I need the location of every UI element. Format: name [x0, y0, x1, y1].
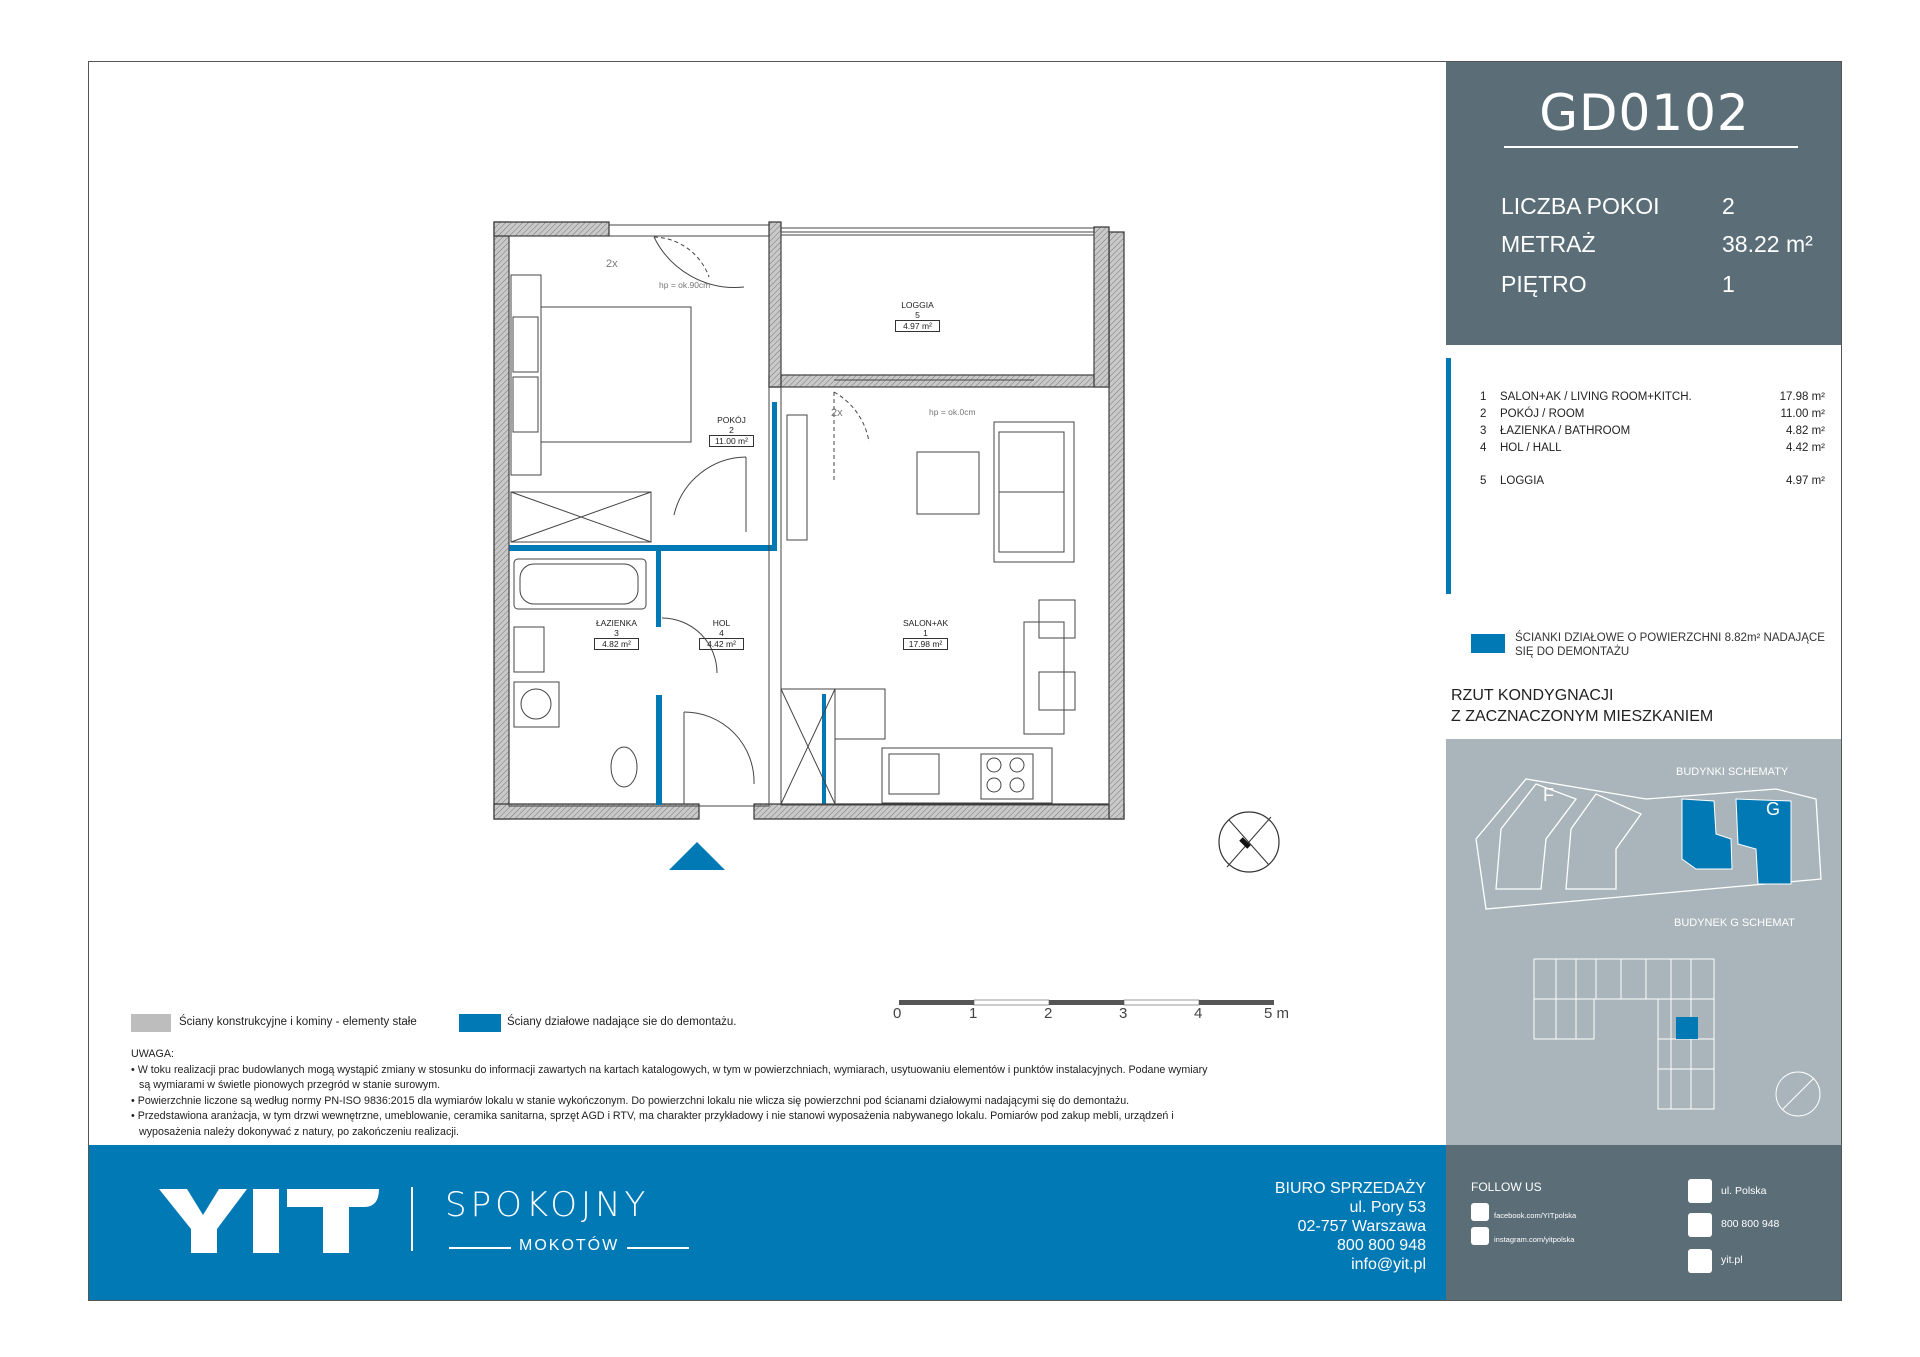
stat-value: 1 [1722, 271, 1735, 297]
note-line: • W toku realizacji prac budowlanych mogą wystąpić zmiany w stosunku do informacji zawartych na kartach katalogowych, w tym w powierzchniach, wymiarach, usytuowaniu elementów i punktów instalacyjnych. Podane wymiary [131, 1063, 1208, 1076]
structural-wall-swatch [131, 1014, 171, 1032]
scale-tick: 1 [969, 1005, 978, 1022]
floor-plan [89, 62, 1446, 1145]
notes-title: UWAGA: [131, 1048, 174, 1060]
list-item: 5 LOGGIA 4.97 m² [1480, 475, 1825, 487]
plan-label-hol: HOL 4 4.42 m² [699, 618, 744, 650]
compass-icon [1219, 812, 1279, 872]
list-item: 2 POKÓJ / ROOM 11.00 m² [1480, 408, 1825, 420]
facebook-link[interactable]: facebook.com/YITpolska [1494, 1211, 1577, 1220]
plan-2x-living: 2x [831, 407, 843, 419]
partition-wall-swatch [459, 1014, 501, 1032]
stat-value: 38.22 m² [1722, 231, 1813, 257]
room-list [1446, 358, 1842, 608]
project-district: MOKOTÓW [519, 1237, 620, 1254]
accent-bar [1446, 358, 1451, 594]
apartment-code: GD0102 [1539, 84, 1750, 142]
note-line: • Przedstawiona aranżacja, w tym drzwi wewnętrzne, umeblowanie, ceramika sanitarna, sprzęt AGD i RTV, ma charakter przykładowy i nie stanowi wyposażenia nabywanego lokalu. Pomiarów pod zakup mebli, urządzeń i [131, 1110, 1174, 1122]
logo-divider [411, 1187, 413, 1251]
notes [131, 1047, 1421, 1140]
list-item: 3 ŁAZIENKA / BATHROOM 4.82 m² [1480, 425, 1825, 437]
stat-label: LICZBA POKOI [1501, 193, 1660, 219]
heart-icon [1688, 1249, 1712, 1273]
phone-icon [1688, 1213, 1712, 1237]
plan-label-lazienka: ŁAZIENKA 3 4.82 m² [595, 618, 638, 649]
address: ul. Polska [1721, 1185, 1767, 1197]
yit-logo [159, 1189, 379, 1253]
list-item: 1 SALON+AK / LIVING ROOM+KITCH. 17.98 m² [1480, 391, 1825, 403]
catalog-sheet [88, 61, 1842, 1301]
scale-tick: 3 [1119, 1005, 1128, 1022]
stat-value: 2 [1722, 193, 1735, 219]
stat-label: METRAŻ [1501, 231, 1596, 257]
instagram-icon[interactable] [1471, 1227, 1489, 1245]
phone[interactable]: 800 800 948 [1721, 1218, 1780, 1230]
instagram-link[interactable]: instagram.com/yitpolska [1494, 1235, 1575, 1244]
note-line: są wymiarami w świetle pionowych przegród w stanie surowym. [139, 1079, 441, 1091]
apartment-summary [1446, 62, 1842, 345]
legend-partition: Ściany działowe nadające sie do demontażu. [507, 1016, 737, 1028]
building-g-letter: G [1766, 799, 1781, 819]
scale-bar [899, 1000, 1274, 1005]
building-f-letter: F [1543, 785, 1554, 805]
email-link[interactable]: info@yit.pl [1351, 1256, 1426, 1273]
partition-note: ŚCIANKI DZIAŁOWE O POWIERZCHNI 8.82m² NADAJĄCE SIĘ DO DEMONTAŻU [1515, 632, 1825, 658]
scale-tick: 2 [1044, 1005, 1053, 1022]
note-line: • Powierzchnie liczone są według normy PN-ISO 9836:2015 dla wymiarów lokalu w stanie wykończonym. Do powierzchni lokalu nie wlicza się powierzchni pod ścianami działowymi nadającymi się do demontażu. [131, 1094, 1130, 1107]
sales-office: BIURO SPRZEDAŻY ul. Pory 53 02-757 Warszawa 800 800 948 info@yit.pl [1274, 1180, 1426, 1273]
partition-swatch [1471, 634, 1505, 653]
plan-label-pokoj: POKÓJ 2 11.00 m² [709, 415, 754, 447]
website-link[interactable]: yit.pl [1721, 1254, 1743, 1266]
plan-label-salon: SALON+AK 1 17.98 m² [903, 618, 949, 649]
building-g-schema [1446, 739, 1842, 1145]
floor-plan-caption: RZUT KONDYGNACJI Z ZACZNACZONYM MIESZKANIEM [1451, 687, 1714, 725]
footer [89, 1145, 1446, 1301]
plan-label-loggia: LOGGIA 5 4.97 m² [895, 300, 940, 332]
facebook-icon[interactable] [1471, 1203, 1489, 1221]
plan-hp-bedroom: hp = ok.90cm [659, 280, 711, 290]
list-item: 4 HOL / HALL 4.42 m² [1480, 442, 1825, 454]
project-name: SPOKOJNY [445, 1185, 650, 1225]
note-line: wyposażenia należy dokonywać z natury, po zakończeniu realizacji. [139, 1125, 460, 1138]
follow-us-label: FOLLOW US [1471, 1180, 1542, 1194]
footer-social [1446, 1145, 1842, 1301]
buildings-label: BUDYNKI SCHEMATY [1676, 766, 1789, 778]
scale-tick: 4 [1194, 1005, 1203, 1022]
plan-2x-bedroom: 2x [606, 258, 618, 270]
building-schema [1446, 739, 1842, 1145]
scale-tick: 0 [893, 1005, 902, 1022]
divider [627, 1247, 689, 1249]
building-g-label: BUDYNEK G SCHEMAT [1674, 917, 1795, 929]
legend-structural: Ściany konstrukcyjne i kominy - elementy stałe [179, 1016, 417, 1028]
location-icon [1688, 1179, 1712, 1203]
divider [449, 1247, 511, 1249]
scale-tick: 5 m [1264, 1005, 1290, 1022]
divider [1504, 146, 1798, 148]
plan-hp-living: hp = ok.0cm [929, 407, 976, 417]
stat-label: PIĘTRO [1501, 271, 1587, 297]
